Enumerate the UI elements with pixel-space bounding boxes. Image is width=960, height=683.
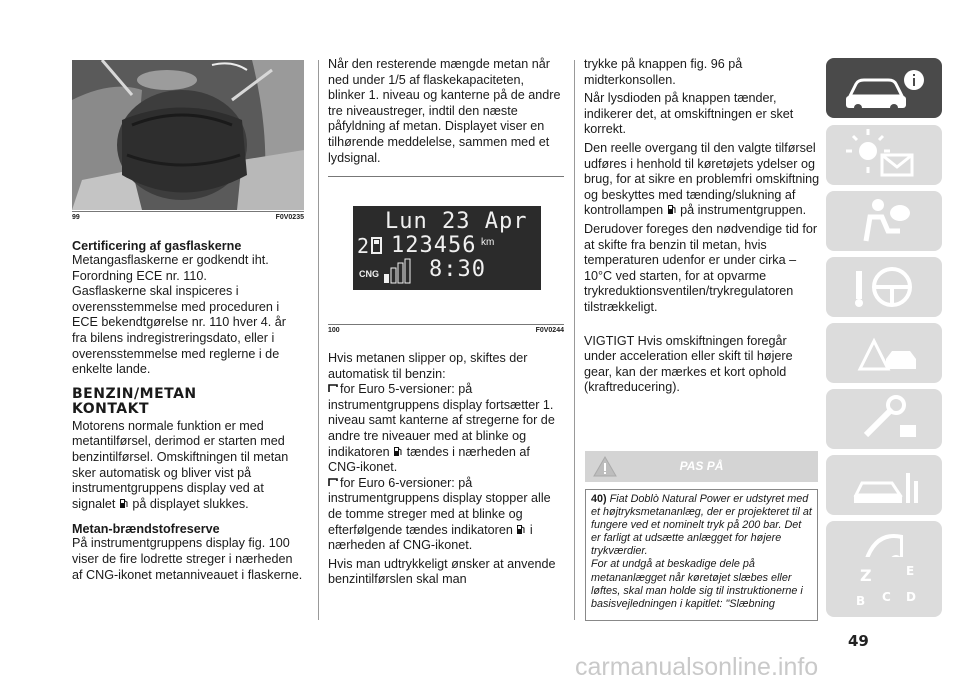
bullet-arrow-icon [328, 478, 338, 487]
display-odometer: 123456 [391, 233, 477, 258]
warning-number: 40) [591, 493, 607, 505]
svg-text:B: B [856, 594, 866, 608]
sidebar-tab-safety[interactable] [826, 191, 942, 251]
display-date: Lun 23 Apr [385, 209, 528, 234]
paragraph-important: VIGTIGT Hvis omskiftningen foregår under acceleration eller skift til højere gear, kan der mærkes et kort ophold (kraftreducering). [584, 333, 793, 395]
sidebar-tab-maintenance[interactable] [826, 389, 942, 449]
paragraph-level-blink: Når den resterende mængde metan når ned under 1/5 af flaskekapaciteten, blinker 1. niveau og kanterne på de andre tre niveaustreger, indtil den næste påfyldning af metan. Displayet viser en tilhørende meddelelse, sammen med et lydsignal. [328, 57, 561, 165]
figure-100-top-rule [328, 176, 564, 177]
warning-text-2: For at undgå at beskadige dele på metananlægget når køretøjet slæbes eller løftes, skal man holde sig til instruktionerne i basisvejledningen i kapitlet: "Slæbning [591, 558, 803, 610]
bullet-arrow-icon [328, 384, 338, 393]
heading-certificering: Certificering af gasflaskerne [72, 239, 242, 253]
figure-100-number: 100 [328, 327, 340, 334]
heading-benzin-metan [72, 387, 304, 417]
column-3 [584, 57, 820, 396]
figure-100-code: F0V0244 [535, 327, 564, 334]
svg-text:E: E [906, 564, 915, 578]
warning-car-icon [826, 323, 942, 383]
sidebar-tab-driving[interactable] [826, 257, 942, 317]
fuel-pump-icon [667, 204, 677, 215]
alphabet-index-icon [826, 557, 942, 617]
figure-99-image [72, 60, 304, 210]
paragraph-transition-b: på instrumentgruppen. [680, 203, 807, 218]
paragraph-kontakt [72, 419, 304, 513]
display-fuel-icon [371, 237, 385, 255]
column-divider-1 [318, 60, 319, 620]
watermark: carmanualsonline.info [575, 653, 819, 681]
bullet-euro5-a: for Euro 5-versioner: på instrumentgruppens display fortsætter 1. niveau samt kanterne af stregerne for de andre tre niveauer med at blinke og indikatoren [328, 382, 555, 459]
fuel-pump-icon [119, 498, 129, 509]
light-envelope-icon [826, 125, 942, 185]
airbag-seat-icon [826, 191, 942, 251]
paragraph-led: Når lysdioden på knappen tænder, indikerer det, at omskiftningen er sket korrekt. [584, 91, 794, 137]
steering-wheel-icon [826, 257, 942, 317]
column-1 [72, 239, 304, 583]
sidebar-tab-vehicle-info[interactable] [826, 58, 942, 118]
figure-99-number: 99 [72, 214, 80, 221]
column-2-lower [328, 351, 564, 588]
fuel-pump-icon [393, 446, 403, 457]
wrench-icon [826, 389, 942, 449]
paragraph-kontakt-b: på displayet slukkes. [132, 496, 249, 511]
sidebar-tab-lights-messages[interactable] [826, 125, 942, 185]
bullet-euro5 [328, 382, 564, 476]
heading-benzin-line-1: BENZIN/METAN [72, 385, 197, 402]
instrument-display [353, 206, 541, 290]
figure-99-rule [72, 211, 304, 212]
sidebar-tab-technical[interactable] [826, 455, 942, 515]
figure-100-caption [328, 327, 564, 334]
paragraph-manual-switch: Hvis man udtrykkeligt ønsker at anvende benzintilførslen skal man [328, 556, 556, 587]
paragraph-cert-1: Metangasflaskerne er godkendt iht. Forordning ECE nr. 110. [72, 253, 269, 283]
paragraph-temperature: Derudover foreges den nødvendige tid for at skifte fra benzin til metan, hvis temperaturen udenfor er under cirka –10°C ved starten, for at opvarme trykreduktionsventilen/trykregulatoren tilstrækkeligt. [584, 221, 818, 314]
column-2 [328, 57, 564, 166]
paragraph-button: trykke på knappen fig. 96 på midterkonsollen. [584, 57, 743, 87]
figure-99-caption [72, 214, 304, 221]
warning-title: PAS PÅ [679, 459, 724, 473]
paragraph-kontakt-a: Motorens normale funktion er med metantilførsel, derimod er starten med benzintilførsel. Omskiftningen til metan sker automatisk og bliver vist på instrumentgruppens display ved at signalet [72, 418, 289, 511]
warning-text-1 [591, 493, 812, 558]
sidebar-tab-emergency[interactable] [826, 323, 942, 383]
display-cng-level-bars [383, 258, 413, 284]
figure-100-rule [328, 324, 564, 325]
paragraph-reserve: På instrumentgruppens display fig. 100 viser de fire lodrette streger i nærheden af CNG-ikonet metanniveauet i flaskerne. [72, 536, 303, 582]
column-divider-2 [574, 60, 575, 620]
paragraph-auto-switch: Hvis metanen slipper op, skiftes der automatisk til benzin: [328, 351, 528, 381]
paragraph-cert-2: Gasflaskerne skal inspiceres i overensstemmelse med proceduren i ECE bekendtgørelse nr. 110 hver 4. år fra bilens indregistreringsdato, eller i overensstemmelse med reglerne i de enkelte lande. [72, 284, 286, 377]
car-data-icon [826, 455, 942, 515]
heading-metan-reserve: Metan-brændstofreserve [72, 522, 220, 537]
svg-text:D: D [906, 590, 916, 604]
paragraph-transition-a: Den reelle overgang til den valgte tilførsel udføres i henhold til køretøjets ydelser og brug, for at sikre en problemfri omskiftning og beskyttes med tænding/slukning af kontrollampen [584, 140, 820, 218]
display-odometer-prefix: 2 [357, 234, 370, 258]
svg-text:Z: Z [860, 566, 872, 585]
warning-text-1-body: Fiat Doblò Natural Power er udstyret med et højtryksmetananlæg, der er projekteret til at fungere ved et nominelt tryk på 200 bar. Det er farligt at udsætte anlægget for højere trykværdier. [591, 493, 812, 558]
display-unit: km [481, 237, 495, 248]
bullet-euro6 [328, 476, 564, 554]
display-time: 8:30 [429, 257, 486, 282]
heading-benzin-line-2: KONTAKT [72, 400, 150, 417]
bullet-euro5-b: tændes i nærheden af CNG-ikonet. [328, 444, 530, 475]
warning-box [585, 489, 818, 621]
fuel-pump-icon [516, 524, 526, 535]
page-number: 49 [848, 632, 869, 650]
warning-header [585, 451, 818, 482]
bullet-euro6-a: for Euro 6-versioner: på instrumentgruppens display stopper alle de tomme streger med at blinke og efterfølgende tændes indikatoren [328, 475, 551, 537]
figure-99-code: F0V0235 [275, 214, 304, 221]
svg-text:C: C [882, 590, 891, 604]
bullet-euro6-b: i nærheden af CNG-ikonet. [328, 522, 533, 553]
paragraph-transition [584, 141, 820, 219]
sidebar-tab-index[interactable] [826, 557, 942, 617]
car-info-icon [826, 58, 942, 118]
display-cng-label: CNG [359, 269, 379, 279]
